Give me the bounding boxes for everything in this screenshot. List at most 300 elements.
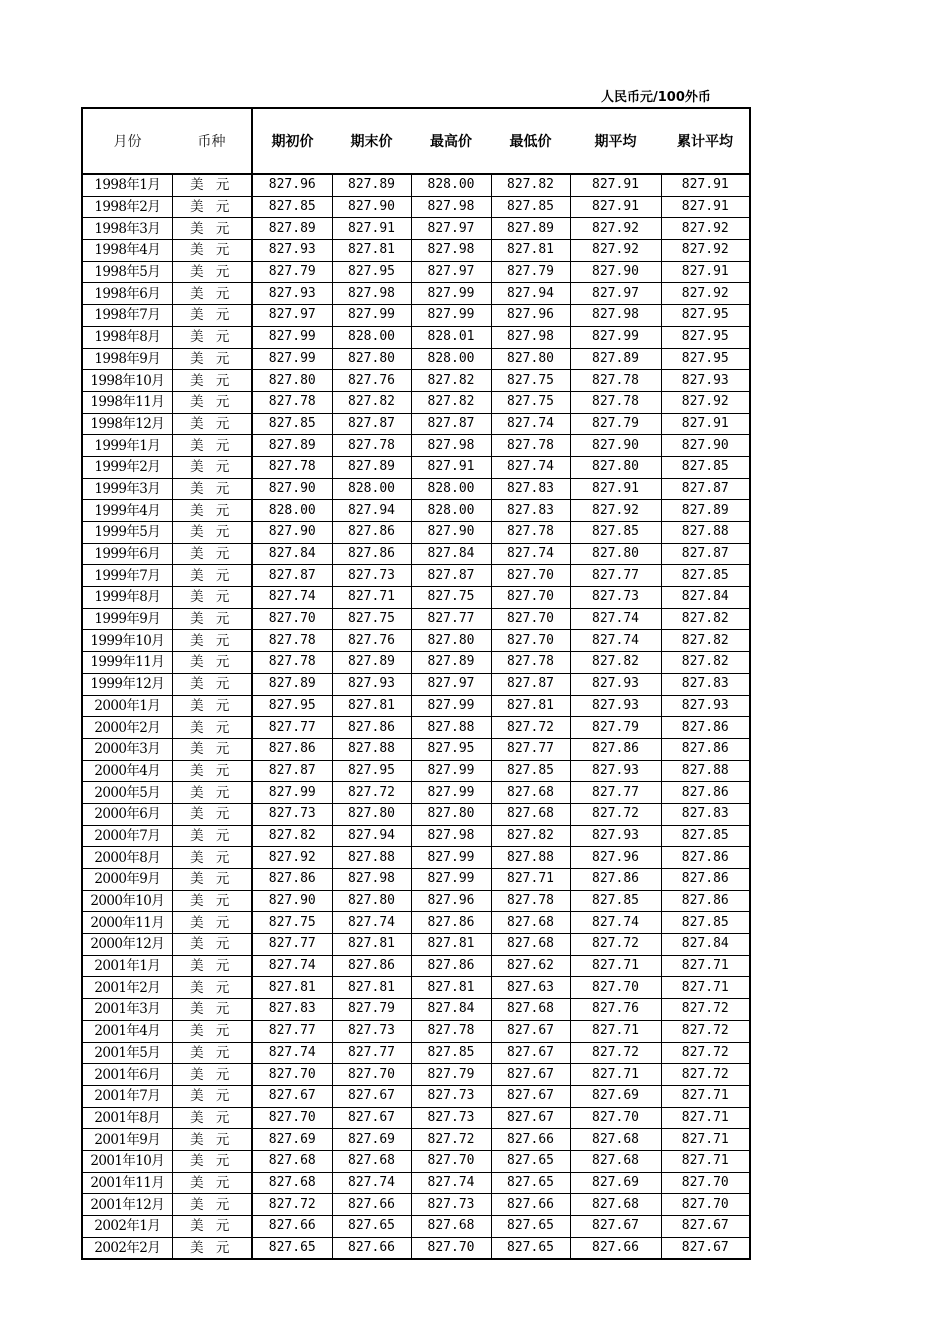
cell-close: 827.95 bbox=[332, 760, 411, 782]
cell-cum-avg: 827.85 bbox=[661, 456, 750, 478]
cell-high: 827.81 bbox=[411, 934, 491, 956]
cell-period-avg: 827.69 bbox=[570, 1172, 661, 1194]
cell-open: 827.99 bbox=[252, 782, 332, 804]
cell-period-avg: 827.79 bbox=[570, 413, 661, 435]
cell-month: 1998年7月 bbox=[82, 305, 172, 327]
cell-high: 827.82 bbox=[411, 391, 491, 413]
cell-month: 2000年11月 bbox=[82, 912, 172, 934]
cell-cum-avg: 827.88 bbox=[661, 522, 750, 544]
cell-currency: 美 元 bbox=[172, 543, 252, 565]
cell-currency: 美 元 bbox=[172, 955, 252, 977]
cell-currency: 美 元 bbox=[172, 869, 252, 891]
cell-month: 2000年6月 bbox=[82, 803, 172, 825]
cell-high: 828.00 bbox=[411, 478, 491, 500]
cell-close: 827.74 bbox=[332, 912, 411, 934]
cell-month: 2001年8月 bbox=[82, 1107, 172, 1129]
cell-close: 827.89 bbox=[332, 652, 411, 674]
cell-month: 1999年8月 bbox=[82, 587, 172, 609]
cell-period-avg: 827.71 bbox=[570, 1064, 661, 1086]
header-currency: 币种 bbox=[172, 108, 252, 174]
cell-high: 828.00 bbox=[411, 174, 491, 196]
cell-high: 828.00 bbox=[411, 500, 491, 522]
cell-month: 2001年9月 bbox=[82, 1129, 172, 1151]
cell-currency: 美 元 bbox=[172, 760, 252, 782]
cell-period-avg: 827.92 bbox=[570, 218, 661, 240]
cell-month: 2001年5月 bbox=[82, 1042, 172, 1064]
cell-month: 1999年11月 bbox=[82, 652, 172, 674]
cell-month: 2000年7月 bbox=[82, 825, 172, 847]
cell-cum-avg: 827.71 bbox=[661, 1150, 750, 1172]
cell-high: 827.82 bbox=[411, 370, 491, 392]
cell-month: 2001年2月 bbox=[82, 977, 172, 999]
cell-cum-avg: 827.82 bbox=[661, 608, 750, 630]
cell-high: 827.99 bbox=[411, 695, 491, 717]
cell-period-avg: 827.66 bbox=[570, 1237, 661, 1259]
cell-month: 2000年4月 bbox=[82, 760, 172, 782]
cell-high: 827.99 bbox=[411, 283, 491, 305]
cell-close: 827.79 bbox=[332, 999, 411, 1021]
cell-month: 1999年10月 bbox=[82, 630, 172, 652]
cell-open: 827.92 bbox=[252, 847, 332, 869]
table-row bbox=[82, 478, 750, 500]
cell-currency: 美 元 bbox=[172, 478, 252, 500]
cell-close: 827.98 bbox=[332, 869, 411, 891]
header-month: 月份 bbox=[82, 108, 172, 174]
cell-low: 827.82 bbox=[491, 174, 570, 196]
cell-open: 827.77 bbox=[252, 717, 332, 739]
cell-close: 827.73 bbox=[332, 565, 411, 587]
cell-month: 1999年7月 bbox=[82, 565, 172, 587]
table-row bbox=[82, 196, 750, 218]
cell-month: 2001年11月 bbox=[82, 1172, 172, 1194]
cell-currency: 美 元 bbox=[172, 456, 252, 478]
cell-currency: 美 元 bbox=[172, 500, 252, 522]
cell-low: 827.68 bbox=[491, 803, 570, 825]
cell-low: 827.66 bbox=[491, 1194, 570, 1216]
cell-high: 827.98 bbox=[411, 240, 491, 262]
cell-high: 827.70 bbox=[411, 1150, 491, 1172]
cell-currency: 美 元 bbox=[172, 1107, 252, 1129]
cell-low: 827.87 bbox=[491, 673, 570, 695]
cell-high: 827.98 bbox=[411, 196, 491, 218]
cell-open: 827.85 bbox=[252, 196, 332, 218]
cell-month: 1999年5月 bbox=[82, 522, 172, 544]
table-row bbox=[82, 630, 750, 652]
cell-period-avg: 827.79 bbox=[570, 717, 661, 739]
cell-low: 827.65 bbox=[491, 1216, 570, 1238]
cell-currency: 美 元 bbox=[172, 1237, 252, 1259]
cell-open: 827.65 bbox=[252, 1237, 332, 1259]
cell-high: 827.80 bbox=[411, 803, 491, 825]
cell-period-avg: 827.67 bbox=[570, 1216, 661, 1238]
cell-high: 827.84 bbox=[411, 543, 491, 565]
cell-cum-avg: 827.86 bbox=[661, 782, 750, 804]
cell-close: 827.68 bbox=[332, 1150, 411, 1172]
cell-period-avg: 827.93 bbox=[570, 825, 661, 847]
cell-period-avg: 827.70 bbox=[570, 977, 661, 999]
cell-low: 827.89 bbox=[491, 218, 570, 240]
cell-cum-avg: 827.85 bbox=[661, 912, 750, 934]
cell-month: 2000年1月 bbox=[82, 695, 172, 717]
cell-month: 2001年10月 bbox=[82, 1150, 172, 1172]
table-row bbox=[82, 673, 750, 695]
cell-month: 2001年1月 bbox=[82, 955, 172, 977]
cell-period-avg: 827.85 bbox=[570, 890, 661, 912]
cell-period-avg: 827.91 bbox=[570, 174, 661, 196]
cell-close: 827.73 bbox=[332, 1020, 411, 1042]
cell-high: 827.98 bbox=[411, 435, 491, 457]
cell-low: 827.85 bbox=[491, 760, 570, 782]
cell-cum-avg: 827.87 bbox=[661, 478, 750, 500]
cell-low: 827.74 bbox=[491, 413, 570, 435]
cell-period-avg: 827.85 bbox=[570, 522, 661, 544]
cell-currency: 美 元 bbox=[172, 1085, 252, 1107]
cell-currency: 美 元 bbox=[172, 1042, 252, 1064]
cell-close: 827.81 bbox=[332, 977, 411, 999]
cell-close: 827.87 bbox=[332, 413, 411, 435]
cell-close: 827.91 bbox=[332, 218, 411, 240]
cell-open: 827.78 bbox=[252, 630, 332, 652]
cell-period-avg: 827.91 bbox=[570, 196, 661, 218]
cell-close: 827.76 bbox=[332, 630, 411, 652]
cell-cum-avg: 827.67 bbox=[661, 1237, 750, 1259]
table-row bbox=[82, 717, 750, 739]
cell-period-avg: 827.68 bbox=[570, 1150, 661, 1172]
cell-open: 827.70 bbox=[252, 1064, 332, 1086]
cell-close: 827.77 bbox=[332, 1042, 411, 1064]
cell-low: 827.68 bbox=[491, 912, 570, 934]
cell-open: 827.97 bbox=[252, 305, 332, 327]
cell-open: 827.87 bbox=[252, 565, 332, 587]
cell-low: 827.67 bbox=[491, 1020, 570, 1042]
table-row bbox=[82, 1042, 750, 1064]
table-row bbox=[82, 348, 750, 370]
cell-high: 827.87 bbox=[411, 565, 491, 587]
cell-month: 2001年3月 bbox=[82, 999, 172, 1021]
table-row bbox=[82, 587, 750, 609]
cell-open: 827.77 bbox=[252, 934, 332, 956]
cell-period-avg: 827.77 bbox=[570, 782, 661, 804]
table-row bbox=[82, 1064, 750, 1086]
cell-month: 1998年6月 bbox=[82, 283, 172, 305]
cell-currency: 美 元 bbox=[172, 1129, 252, 1151]
cell-month: 1999年1月 bbox=[82, 435, 172, 457]
cell-currency: 美 元 bbox=[172, 1150, 252, 1172]
table-row bbox=[82, 413, 750, 435]
cell-period-avg: 827.97 bbox=[570, 283, 661, 305]
cell-low: 827.65 bbox=[491, 1237, 570, 1259]
cell-period-avg: 827.92 bbox=[570, 500, 661, 522]
cell-month: 2001年4月 bbox=[82, 1020, 172, 1042]
cell-open: 827.90 bbox=[252, 890, 332, 912]
cell-month: 1998年3月 bbox=[82, 218, 172, 240]
cell-high: 827.88 bbox=[411, 717, 491, 739]
cell-high: 827.72 bbox=[411, 1129, 491, 1151]
cell-period-avg: 827.74 bbox=[570, 912, 661, 934]
cell-month: 1999年3月 bbox=[82, 478, 172, 500]
cell-low: 827.83 bbox=[491, 500, 570, 522]
table-row bbox=[82, 565, 750, 587]
cell-period-avg: 827.72 bbox=[570, 1042, 661, 1064]
header-high: 最高价 bbox=[411, 108, 491, 174]
cell-currency: 美 元 bbox=[172, 174, 252, 196]
cell-open: 827.70 bbox=[252, 608, 332, 630]
header-close: 期末价 bbox=[332, 108, 411, 174]
cell-open: 827.74 bbox=[252, 1042, 332, 1064]
table-row bbox=[82, 890, 750, 912]
header-period-avg: 期平均 bbox=[570, 108, 661, 174]
cell-low: 827.72 bbox=[491, 717, 570, 739]
cell-open: 827.87 bbox=[252, 760, 332, 782]
cell-currency: 美 元 bbox=[172, 652, 252, 674]
cell-close: 827.81 bbox=[332, 695, 411, 717]
cell-month: 1998年12月 bbox=[82, 413, 172, 435]
cell-close: 827.74 bbox=[332, 1172, 411, 1194]
cell-cum-avg: 827.82 bbox=[661, 652, 750, 674]
cell-period-avg: 827.80 bbox=[570, 456, 661, 478]
cell-high: 827.97 bbox=[411, 261, 491, 283]
cell-low: 827.80 bbox=[491, 348, 570, 370]
cell-month: 1999年9月 bbox=[82, 608, 172, 630]
cell-month: 2000年5月 bbox=[82, 782, 172, 804]
cell-period-avg: 827.71 bbox=[570, 1020, 661, 1042]
cell-low: 827.85 bbox=[491, 196, 570, 218]
cell-cum-avg: 827.82 bbox=[661, 630, 750, 652]
cell-low: 827.70 bbox=[491, 630, 570, 652]
cell-currency: 美 元 bbox=[172, 261, 252, 283]
cell-month: 1998年5月 bbox=[82, 261, 172, 283]
cell-cum-avg: 827.83 bbox=[661, 673, 750, 695]
cell-period-avg: 827.69 bbox=[570, 1085, 661, 1107]
table-body bbox=[82, 174, 750, 1259]
cell-high: 827.73 bbox=[411, 1085, 491, 1107]
cell-currency: 美 元 bbox=[172, 218, 252, 240]
cell-high: 827.86 bbox=[411, 912, 491, 934]
cell-period-avg: 827.68 bbox=[570, 1129, 661, 1151]
cell-high: 827.99 bbox=[411, 760, 491, 782]
cell-cum-avg: 827.93 bbox=[661, 695, 750, 717]
cell-period-avg: 827.80 bbox=[570, 543, 661, 565]
cell-cum-avg: 827.87 bbox=[661, 543, 750, 565]
table-row bbox=[82, 782, 750, 804]
cell-low: 827.62 bbox=[491, 955, 570, 977]
cell-period-avg: 827.71 bbox=[570, 955, 661, 977]
cell-close: 827.70 bbox=[332, 1064, 411, 1086]
cell-low: 827.78 bbox=[491, 435, 570, 457]
cell-open: 827.93 bbox=[252, 240, 332, 262]
cell-low: 827.96 bbox=[491, 305, 570, 327]
cell-cum-avg: 827.86 bbox=[661, 738, 750, 760]
cell-period-avg: 827.76 bbox=[570, 999, 661, 1021]
cell-close: 827.86 bbox=[332, 717, 411, 739]
cell-high: 827.68 bbox=[411, 1216, 491, 1238]
cell-cum-avg: 827.95 bbox=[661, 348, 750, 370]
cell-close: 827.69 bbox=[332, 1129, 411, 1151]
cell-open: 827.83 bbox=[252, 999, 332, 1021]
table-row bbox=[82, 218, 750, 240]
cell-high: 827.97 bbox=[411, 673, 491, 695]
cell-cum-avg: 827.72 bbox=[661, 1064, 750, 1086]
cell-high: 827.73 bbox=[411, 1194, 491, 1216]
table-row bbox=[82, 1129, 750, 1151]
cell-cum-avg: 827.85 bbox=[661, 565, 750, 587]
cell-cum-avg: 827.91 bbox=[661, 413, 750, 435]
cell-close: 827.65 bbox=[332, 1216, 411, 1238]
cell-period-avg: 827.90 bbox=[570, 261, 661, 283]
cell-period-avg: 827.92 bbox=[570, 240, 661, 262]
cell-close: 827.86 bbox=[332, 955, 411, 977]
cell-open: 827.80 bbox=[252, 370, 332, 392]
cell-close: 827.80 bbox=[332, 348, 411, 370]
cell-month: 1998年11月 bbox=[82, 391, 172, 413]
cell-open: 827.68 bbox=[252, 1150, 332, 1172]
header-row bbox=[82, 108, 750, 174]
cell-month: 2001年7月 bbox=[82, 1085, 172, 1107]
cell-currency: 美 元 bbox=[172, 391, 252, 413]
cell-cum-avg: 827.70 bbox=[661, 1172, 750, 1194]
table-row bbox=[82, 803, 750, 825]
cell-open: 827.90 bbox=[252, 478, 332, 500]
cell-close: 827.81 bbox=[332, 934, 411, 956]
cell-low: 827.70 bbox=[491, 608, 570, 630]
cell-close: 827.66 bbox=[332, 1194, 411, 1216]
cell-open: 827.73 bbox=[252, 803, 332, 825]
exchange-rate-table bbox=[81, 107, 751, 1260]
cell-currency: 美 元 bbox=[172, 283, 252, 305]
cell-low: 827.74 bbox=[491, 543, 570, 565]
cell-close: 827.98 bbox=[332, 283, 411, 305]
cell-close: 827.86 bbox=[332, 543, 411, 565]
cell-period-avg: 827.72 bbox=[570, 803, 661, 825]
cell-currency: 美 元 bbox=[172, 977, 252, 999]
cell-currency: 美 元 bbox=[172, 999, 252, 1021]
cell-low: 827.75 bbox=[491, 391, 570, 413]
cell-open: 827.89 bbox=[252, 218, 332, 240]
cell-period-avg: 827.86 bbox=[570, 869, 661, 891]
table-row bbox=[82, 825, 750, 847]
cell-high: 827.99 bbox=[411, 847, 491, 869]
cell-cum-avg: 827.83 bbox=[661, 803, 750, 825]
cell-currency: 美 元 bbox=[172, 435, 252, 457]
cell-low: 827.83 bbox=[491, 478, 570, 500]
table-row bbox=[82, 912, 750, 934]
cell-period-avg: 827.78 bbox=[570, 391, 661, 413]
cell-currency: 美 元 bbox=[172, 1194, 252, 1216]
cell-period-avg: 827.70 bbox=[570, 1107, 661, 1129]
table-row bbox=[82, 1020, 750, 1042]
cell-open: 827.85 bbox=[252, 413, 332, 435]
cell-currency: 美 元 bbox=[172, 912, 252, 934]
cell-open: 827.89 bbox=[252, 673, 332, 695]
header-low: 最低价 bbox=[491, 108, 570, 174]
cell-close: 827.72 bbox=[332, 782, 411, 804]
table-row bbox=[82, 695, 750, 717]
cell-low: 827.63 bbox=[491, 977, 570, 999]
cell-close: 827.67 bbox=[332, 1107, 411, 1129]
cell-high: 827.77 bbox=[411, 608, 491, 630]
cell-currency: 美 元 bbox=[172, 348, 252, 370]
table-row bbox=[82, 977, 750, 999]
cell-month: 2001年12月 bbox=[82, 1194, 172, 1216]
cell-period-avg: 827.93 bbox=[570, 695, 661, 717]
cell-month: 1999年12月 bbox=[82, 673, 172, 695]
cell-currency: 美 元 bbox=[172, 326, 252, 348]
cell-open: 827.78 bbox=[252, 652, 332, 674]
cell-open: 827.95 bbox=[252, 695, 332, 717]
cell-high: 827.74 bbox=[411, 1172, 491, 1194]
cell-cum-avg: 827.90 bbox=[661, 435, 750, 457]
cell-currency: 美 元 bbox=[172, 608, 252, 630]
cell-currency: 美 元 bbox=[172, 847, 252, 869]
cell-open: 827.86 bbox=[252, 738, 332, 760]
cell-currency: 美 元 bbox=[172, 782, 252, 804]
cell-currency: 美 元 bbox=[172, 587, 252, 609]
cell-open: 827.70 bbox=[252, 1107, 332, 1129]
cell-cum-avg: 827.71 bbox=[661, 955, 750, 977]
cell-low: 827.71 bbox=[491, 869, 570, 891]
cell-month: 1999年4月 bbox=[82, 500, 172, 522]
cell-month: 2000年10月 bbox=[82, 890, 172, 912]
cell-open: 827.96 bbox=[252, 174, 332, 196]
cell-currency: 美 元 bbox=[172, 1216, 252, 1238]
cell-low: 827.67 bbox=[491, 1042, 570, 1064]
cell-close: 827.93 bbox=[332, 673, 411, 695]
cell-currency: 美 元 bbox=[172, 695, 252, 717]
cell-open: 827.72 bbox=[252, 1194, 332, 1216]
cell-high: 827.75 bbox=[411, 587, 491, 609]
cell-cum-avg: 827.84 bbox=[661, 587, 750, 609]
table-row bbox=[82, 1172, 750, 1194]
cell-currency: 美 元 bbox=[172, 565, 252, 587]
cell-cum-avg: 827.86 bbox=[661, 890, 750, 912]
cell-month: 2002年1月 bbox=[82, 1216, 172, 1238]
cell-currency: 美 元 bbox=[172, 934, 252, 956]
cell-currency: 美 元 bbox=[172, 522, 252, 544]
cell-period-avg: 827.89 bbox=[570, 348, 661, 370]
cell-cum-avg: 827.86 bbox=[661, 847, 750, 869]
table-row bbox=[82, 1216, 750, 1238]
cell-high: 827.70 bbox=[411, 1237, 491, 1259]
cell-period-avg: 827.72 bbox=[570, 934, 661, 956]
cell-cum-avg: 827.71 bbox=[661, 1085, 750, 1107]
cell-month: 2000年2月 bbox=[82, 717, 172, 739]
table-row bbox=[82, 869, 750, 891]
cell-month: 1998年4月 bbox=[82, 240, 172, 262]
cell-close: 827.94 bbox=[332, 825, 411, 847]
cell-month: 1998年8月 bbox=[82, 326, 172, 348]
cell-open: 827.78 bbox=[252, 391, 332, 413]
table-row bbox=[82, 608, 750, 630]
cell-cum-avg: 827.86 bbox=[661, 717, 750, 739]
cell-low: 827.68 bbox=[491, 999, 570, 1021]
cell-month: 2002年2月 bbox=[82, 1237, 172, 1259]
cell-close: 827.99 bbox=[332, 305, 411, 327]
cell-high: 827.80 bbox=[411, 630, 491, 652]
cell-cum-avg: 827.72 bbox=[661, 999, 750, 1021]
cell-month: 2000年8月 bbox=[82, 847, 172, 869]
table-row bbox=[82, 999, 750, 1021]
cell-cum-avg: 827.71 bbox=[661, 1129, 750, 1151]
cell-close: 827.80 bbox=[332, 890, 411, 912]
cell-period-avg: 827.74 bbox=[570, 608, 661, 630]
cell-month: 1998年10月 bbox=[82, 370, 172, 392]
cell-open: 827.74 bbox=[252, 955, 332, 977]
header-cum-avg: 累计平均 bbox=[661, 108, 750, 174]
cell-high: 827.99 bbox=[411, 782, 491, 804]
cell-low: 827.94 bbox=[491, 283, 570, 305]
cell-period-avg: 827.93 bbox=[570, 673, 661, 695]
cell-currency: 美 元 bbox=[172, 717, 252, 739]
